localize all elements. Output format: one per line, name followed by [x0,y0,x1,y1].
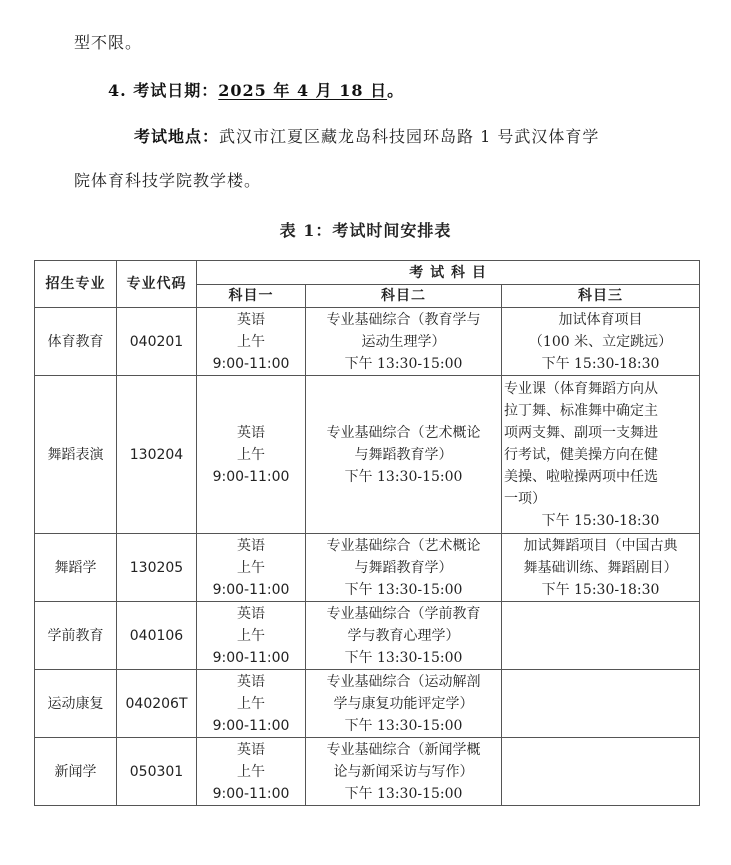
exam-date-value: 2025 年 4 月 18 日 [218,81,388,100]
subject1-cell-line: 上午 [237,446,265,463]
subject2-cell-line: 下午 13:30-15:00 [344,785,463,802]
subject3-cell-line: 下午 15:30-18:30 [541,512,660,529]
table-row [35,738,700,806]
header-subject-1: 科目一 [197,285,306,308]
subject1-cell [197,376,306,534]
subject1-cell [197,602,306,670]
subject1-cell-line: 上午 [237,695,265,712]
subject2-cell [306,670,502,738]
subject1-cell [197,738,306,806]
code-cell: 130204 [117,376,197,534]
subject2-cell-line: 与舞蹈教育学） [354,446,453,463]
subject2-cell-line: 专业基础综合（教育学与 [326,311,481,328]
subject3-cell-line: 下午 15:30-18:30 [541,581,660,598]
subject3-cell [502,738,700,806]
subject1-cell-line: 9:00-11:00 [212,785,290,802]
subject2-cell-line: 学与教育心理学） [347,627,460,644]
subject3-cell [502,670,700,738]
subject1-cell-line: 英语 [237,605,265,622]
table-row [35,670,700,738]
subject2-cell-line: 下午 13:30-15:00 [344,468,463,485]
subject2-cell-line: 学与康复功能评定学） [333,695,474,712]
header-subject-2: 科目二 [306,285,502,308]
subject1-cell-line: 英语 [237,424,265,441]
subject2-cell-line: 专业基础综合（运动解剖 [326,673,481,690]
subject1-cell-line: 9:00-11:00 [212,581,290,598]
major-cell: 新闻学 [35,738,117,806]
subject1-cell-line: 英语 [237,537,265,554]
subject2-cell-line: 下午 13:30-15:00 [344,717,463,734]
exam-date-label: 4. 考试日期： [108,81,219,100]
exam-date-end: 。 [387,81,405,100]
exam-date-line [108,78,404,101]
major-cell: 运动康复 [35,670,117,738]
table-title: 表 1：考试时间安排表 [279,221,452,240]
exam-location-line1 [134,124,599,147]
subject1-cell-line: 9:00-11:00 [212,717,290,734]
subject2-cell [306,376,502,534]
major-cell: 体育教育 [35,308,117,376]
subject2-cell [306,602,502,670]
subject2-cell [306,738,502,806]
code-cell: 040106 [117,602,197,670]
subject3-cell-line: 专业课（体育舞蹈方向从 [504,380,658,397]
subject1-cell-line: 上午 [237,333,265,350]
intro-tail: 型不限。 [74,33,143,52]
subject2-cell [306,534,502,602]
exam-location-label: 考试地点： [134,127,220,146]
subject3-cell-line: 一项） [504,490,546,507]
subject3-cell-line: 加试舞蹈项目（中国古典 [523,537,678,554]
subject1-cell [197,534,306,602]
subject2-cell-line: 专业基础综合（艺术概论 [326,424,481,441]
subject2-cell-line: 下午 13:30-15:00 [344,581,463,598]
major-cell: 学前教育 [35,602,117,670]
table-row [35,602,700,670]
subject1-cell-line: 9:00-11:00 [212,649,290,666]
subject2-cell-line: 论与新闻采访与写作） [333,763,474,780]
subject1-cell-line: 英语 [237,673,265,690]
subject2-cell-line: 下午 13:30-15:00 [344,355,463,372]
subject2-cell-line: 运动生理学） [361,333,446,350]
subject3-cell-line: 加试体育项目 [558,311,643,328]
header-major: 招生专业 [35,261,117,308]
subject3-cell-line: （100 米、立定跳远） [528,333,673,350]
code-cell: 130205 [117,534,197,602]
subject1-cell-line: 英语 [237,741,265,758]
subject3-cell [502,534,700,602]
code-cell: 050301 [117,738,197,806]
major-cell: 舞蹈表演 [35,376,117,534]
exam-schedule-table [34,260,700,806]
subject2-cell-line: 专业基础综合（艺术概论 [326,537,481,554]
subject2-cell-line: 下午 13:30-15:00 [344,649,463,666]
exam-location-text1: 武汉市江夏区藏龙岛科技园环岛路 1 号武汉体育学 [219,127,600,146]
subject3-cell [502,376,700,534]
subject1-cell [197,670,306,738]
table-row [35,308,700,376]
subject1-cell-line: 9:00-11:00 [212,355,290,372]
subject1-cell-line: 上午 [237,559,265,576]
header-code: 专业代码 [117,261,197,308]
exam-location-line2: 院体育科技学院教学楼。 [74,171,262,190]
subject2-cell-line: 专业基础综合（新闻学概 [326,741,481,758]
table-row [35,376,700,534]
subject1-cell-line: 上午 [237,627,265,644]
header-subject-3: 科目三 [502,285,700,308]
subject3-cell-line: 项两支舞、副项一支舞进 [504,424,658,441]
table-row [35,534,700,602]
subject3-cell-line: 行考试，健美操方向在健 [504,446,658,463]
subject1-cell-line: 9:00-11:00 [212,468,290,485]
subject3-cell-line: 下午 15:30-18:30 [541,355,660,372]
subject1-cell-line: 英语 [237,311,265,328]
schedule-body [35,308,700,806]
code-cell: 040206T [117,670,197,738]
header-subjects: 考 试 科 目 [197,261,700,285]
subject2-cell [306,308,502,376]
major-cell: 舞蹈学 [35,534,117,602]
subject3-cell-line: 舞基础训练、舞蹈剧目） [523,559,678,576]
code-cell: 040201 [117,308,197,376]
subject1-cell-line: 上午 [237,763,265,780]
subject3-cell-line: 拉丁舞、标准舞中确定主 [504,402,658,419]
subject1-cell [197,308,306,376]
subject2-cell-line: 与舞蹈教育学） [354,559,453,576]
subject3-cell [502,308,700,376]
subject2-cell-line: 专业基础综合（学前教育 [326,605,481,622]
subject3-cell [502,602,700,670]
subject3-cell-line: 美操、啦啦操两项中任选 [504,468,658,485]
